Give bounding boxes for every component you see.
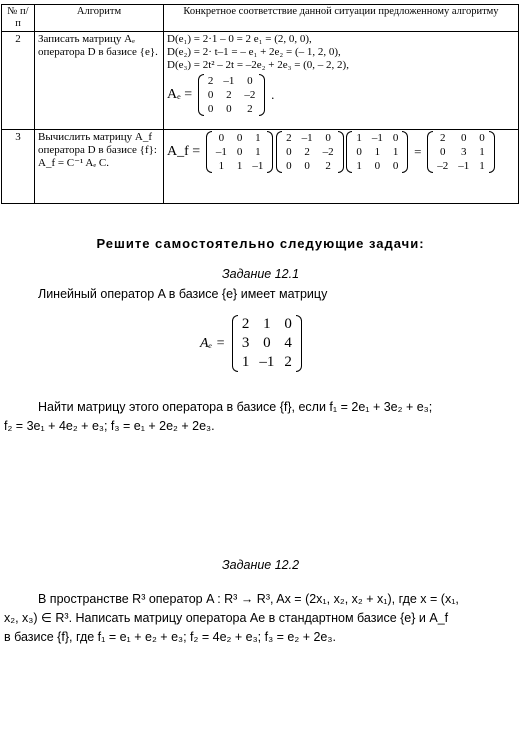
row-correspondence: [164, 130, 519, 204]
row-correspondence: [164, 32, 519, 130]
matrix-cell: 1: [374, 146, 381, 158]
matrix-cell: 2: [284, 354, 292, 370]
matrix-suffix: .: [271, 87, 275, 102]
matrix-ae: [232, 315, 302, 372]
table-header-row: [2, 5, 519, 32]
matrix-cell: 3: [241, 335, 250, 351]
matrix-cell: –2: [322, 146, 334, 158]
matrix-cell: 0: [226, 103, 232, 115]
matrix-cell: 0: [284, 316, 292, 332]
algorithm-table: [1, 4, 519, 204]
task-matrix-block: [200, 315, 302, 372]
matrix-ae: [198, 74, 266, 116]
row-algorithm: Вычислить матрицу A_f оператора D в базисе {f}: A_f = C⁻¹ Aₑ C.: [35, 130, 164, 204]
matrix-right-bracket: [267, 131, 273, 173]
matrix-cell: 1: [356, 132, 362, 144]
matrix-cell: 1: [255, 132, 261, 144]
matrix-cell: 0: [247, 75, 253, 87]
matrix-grid: [212, 131, 268, 173]
matrix-c: [346, 131, 408, 173]
matrix-cell: 2: [207, 75, 214, 87]
formula-line: D(e₁) = 2·1 – 0 = 2 e₁ = (2, 0, 0),: [167, 33, 312, 45]
matrix-cell: 2: [325, 160, 331, 172]
matrix-cell: 4: [284, 335, 292, 351]
matrix-cell: 0: [392, 132, 399, 144]
matrix-cell: 0: [440, 146, 446, 158]
matrix-cell: 1: [356, 160, 362, 172]
matrix-grid: [282, 131, 338, 173]
matrix-cell: 0: [374, 160, 381, 172]
matrix-cell: 0: [325, 132, 331, 144]
matrix-right-bracket: [296, 315, 302, 372]
matrix-cell: 0: [207, 103, 214, 115]
matrix-cell: 2: [286, 132, 292, 144]
matrix-cell: 0: [392, 160, 399, 172]
matrix-right-bracket: [259, 74, 265, 116]
matrix-cell: –1: [215, 146, 227, 158]
section-title: Решите самостоятельно следующие задачи:: [96, 236, 425, 251]
matrix-ae: [276, 131, 344, 173]
matrix-cell: 0: [286, 146, 292, 158]
matrix-cell: –2: [437, 160, 449, 172]
matrix-cell: –1: [259, 354, 275, 370]
matrix-cell: 1: [255, 146, 261, 158]
matrix-cell: –1: [252, 160, 264, 172]
matrix-cell: 0: [286, 160, 292, 172]
task-text: f₂ = 3e₁ + 4e₂ + e₃; f₃ = e₁ + 2e₂ + 2e₃.: [4, 419, 215, 433]
matrix-cell: 1: [241, 354, 250, 370]
matrix-cell: 0: [304, 160, 310, 172]
row-num: 3: [2, 130, 35, 204]
matrix-cell: 2: [440, 132, 446, 144]
row-algorithm: Записать матрицу Aₑ оператора D в базисе {e}.: [35, 32, 164, 130]
matrix-grid: [204, 74, 260, 116]
matrix-cell: –1: [301, 132, 313, 144]
matrix-cell: 1: [236, 160, 243, 172]
table-row: [2, 32, 519, 130]
matrix-cell: 1: [479, 146, 485, 158]
matrix-grid: [433, 131, 489, 173]
header-correspondence: Конкретное соответствие данной ситуации предложенному алгоритму: [164, 5, 519, 32]
matrix-cell: 2: [247, 103, 253, 115]
matrix-cell: 3: [461, 146, 467, 158]
matrix-cell: –1: [371, 132, 383, 144]
formula-line: D(e₂) = 2· t–1 = – e₁ + 2e₂ = (– 1, 2, 0),: [167, 46, 341, 58]
matrix-cell: 0: [236, 132, 243, 144]
matrix-cell: 0: [461, 132, 467, 144]
task-text: В пространстве R³ оператор A : R³ → R³, Ax = (2x₁, x₂, x₂ + x₁), где x = (x₁,: [38, 592, 459, 606]
matrix-right-bracket: [338, 131, 344, 173]
matrix-cell: –2: [244, 89, 256, 101]
matrix-grid: [238, 315, 296, 372]
matrix-cell: 2: [304, 146, 310, 158]
task-title: Задание 12.2: [221, 558, 300, 572]
header-algorithm: Алгоритм: [35, 5, 164, 32]
matrix-right-bracket: [402, 131, 408, 173]
matrix-label: Aₑ =: [167, 87, 193, 102]
matrix-grid: [352, 131, 402, 173]
task-intro: Линейный оператор A в базисе {e} имеет матрицу: [38, 287, 328, 301]
formula-line: D(e₃) = 2t² – 2t = –2e₂ + 2e₃ = (0, – 2, 2),: [167, 59, 349, 71]
equals-sign: =: [414, 144, 422, 159]
matrix-cell: 1: [392, 146, 399, 158]
matrix-label: A_f =: [167, 144, 201, 159]
matrix-cell: 1: [479, 160, 485, 172]
matrix-right-bracket: [489, 131, 495, 173]
matrix-cell: 0: [236, 146, 243, 158]
matrix-af: [427, 131, 495, 173]
matrix-cell: 2: [226, 89, 232, 101]
matrix-cell: 1: [218, 160, 225, 172]
matrix-cell: –1: [223, 75, 235, 87]
matrix-cell: –1: [458, 160, 470, 172]
matrix-cell: 2: [241, 316, 250, 332]
task-title: Задание 12.1: [221, 267, 300, 281]
task-text: x₂, x₃) ∈ R³. Написать матрицу оператора Ae в стандартном базисе {e} и A_f: [4, 611, 449, 625]
header-num: № п/п: [2, 5, 35, 32]
table-row: [2, 130, 519, 204]
matrix-label: Aₑ =: [200, 335, 226, 351]
matrix-cell: 0: [356, 146, 362, 158]
matrix-cell: 0: [263, 335, 271, 351]
task-text: в базисе {f}, где f₁ = e₁ + e₂ + e₃; f₂ = 4e₂ + e₃; f₃ = e₂ + 2e₃.: [4, 630, 336, 644]
matrix-cell: 1: [263, 316, 271, 332]
matrix-c-inverse: [206, 131, 274, 173]
task-text: Найти матрицу этого оператора в базисе {f}, если f₁ = 2e₁ + 3e₂ + e₃;: [38, 400, 433, 414]
matrix-cell: 0: [218, 132, 225, 144]
matrix-cell: 0: [207, 89, 214, 101]
row-num: 2: [2, 32, 35, 130]
matrix-cell: 0: [479, 132, 485, 144]
